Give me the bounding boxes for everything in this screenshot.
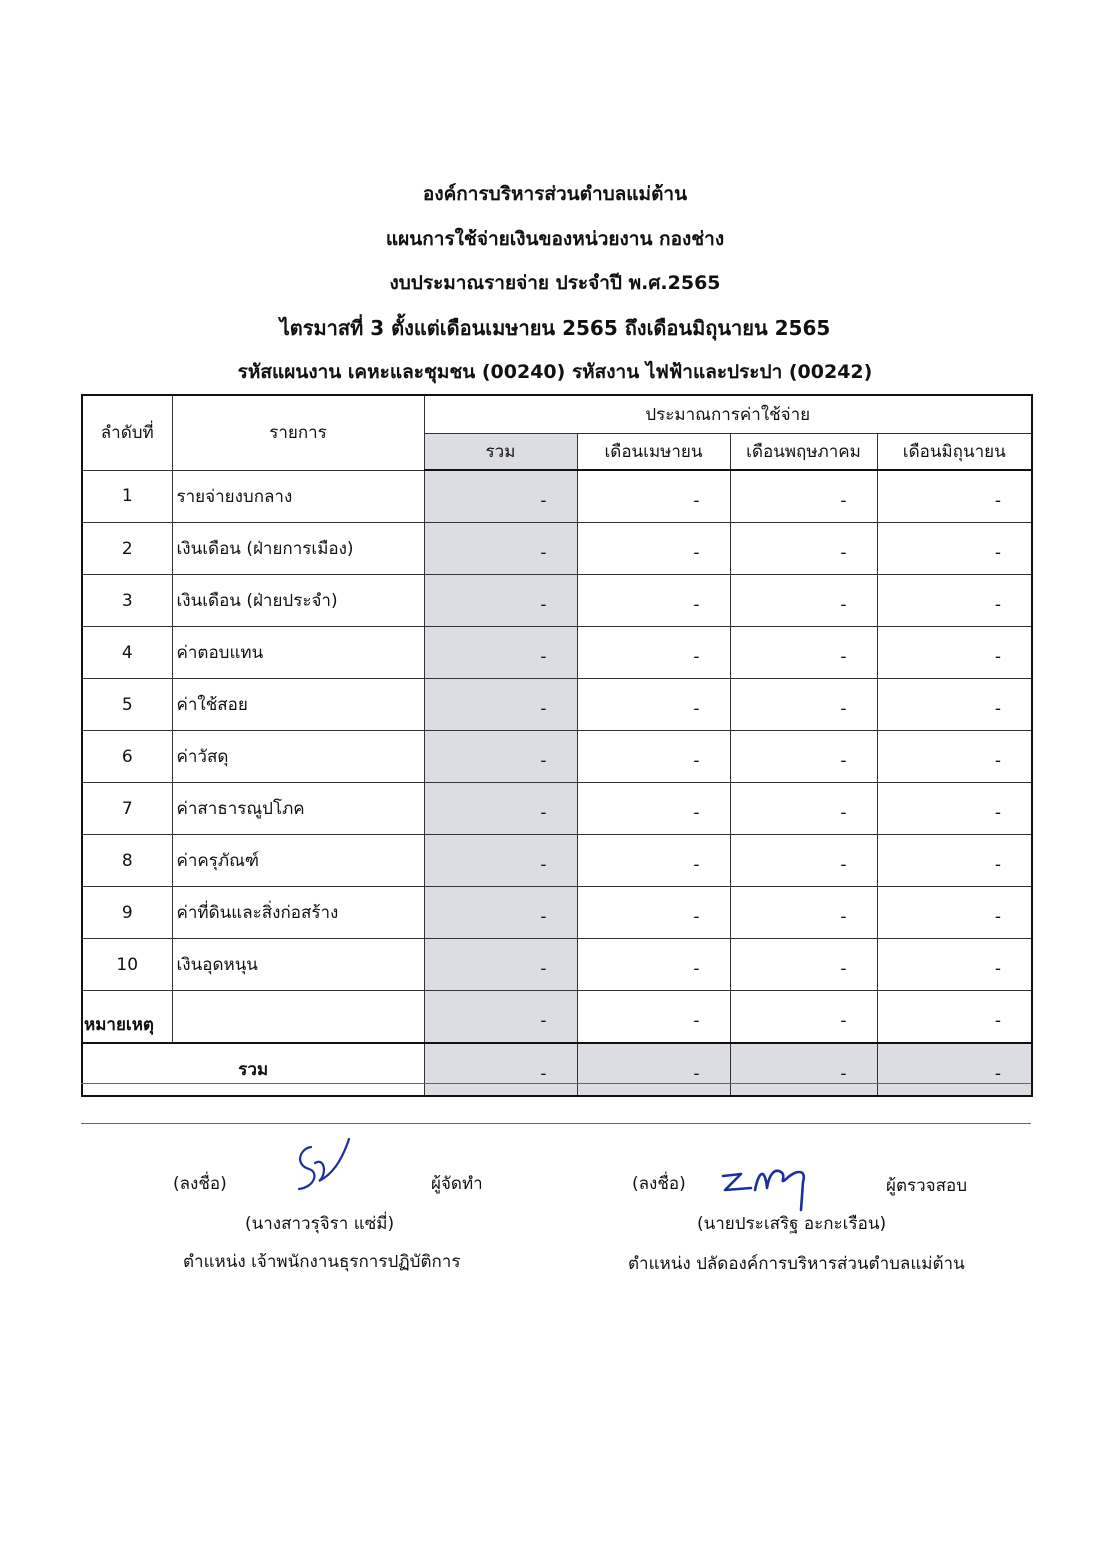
- row-number: 5: [82, 679, 172, 731]
- row-may: -: [730, 575, 877, 627]
- row-april: -: [577, 575, 730, 627]
- table-row: [82, 887, 1032, 939]
- row-total: -: [424, 679, 577, 731]
- budget-rows: [82, 470, 1032, 1043]
- left-role: ผู้จัดทำ: [431, 1174, 483, 1194]
- row-number: 10: [82, 939, 172, 991]
- row-item: ค่าที่ดินและสิ่งก่อสร้าง: [172, 887, 424, 939]
- header-june: เดือนมิถุนายน: [877, 433, 1032, 470]
- row-june: -: [877, 627, 1032, 679]
- table-row: [82, 575, 1032, 627]
- row-total: -: [424, 470, 577, 523]
- table-row: [82, 991, 1032, 1044]
- row-total: -: [424, 887, 577, 939]
- row-june: -: [877, 523, 1032, 575]
- row-number: 2: [82, 523, 172, 575]
- plan-title: แผนการใช้จ่ายเงินของหน่วยงาน กองช่าง: [385, 227, 725, 250]
- table-row: [82, 523, 1032, 575]
- row-june: -: [877, 991, 1032, 1044]
- row-total: -: [424, 575, 577, 627]
- left-name: (นางสาวรุจิรา แซ่มี่): [245, 1214, 395, 1234]
- row-item: เงินเดือน (ฝ่ายประจำ): [172, 575, 424, 627]
- row-item: ค่าสาธารณูปโภค: [172, 783, 424, 835]
- row-may: -: [730, 783, 877, 835]
- table-row: [82, 731, 1032, 783]
- header-april: เดือนเมษายน: [577, 433, 730, 470]
- table-row: [82, 835, 1032, 887]
- row-number: 8: [82, 835, 172, 887]
- row-total: -: [424, 783, 577, 835]
- right-sign-prefix: (ลงชื่อ): [632, 1174, 686, 1194]
- header-may: เดือนพฤษภาคม: [730, 433, 877, 470]
- row-number: 4: [82, 627, 172, 679]
- row-may: -: [730, 627, 877, 679]
- row-june: -: [877, 731, 1032, 783]
- remark-line-1: [81, 1083, 1031, 1084]
- right-position: ตำแหน่ง ปลัดองค์การบริหารส่วนตำบลแม่ต้าน: [628, 1254, 965, 1274]
- total-june: -: [877, 1043, 1032, 1096]
- row-total: -: [424, 523, 577, 575]
- budget-table: [81, 394, 1033, 1097]
- row-april: -: [577, 991, 730, 1044]
- row-june: -: [877, 679, 1032, 731]
- right-role: ผู้ตรวจสอบ: [886, 1176, 968, 1196]
- row-may: -: [730, 991, 877, 1044]
- right-name: (นายประเสริฐ อะกะเรือน): [697, 1214, 887, 1234]
- row-april: -: [577, 887, 730, 939]
- table-row: [82, 627, 1032, 679]
- row-may: -: [730, 887, 877, 939]
- total-label: รวม: [82, 1043, 424, 1096]
- total-may: -: [730, 1043, 877, 1096]
- header-item: รายการ: [172, 395, 424, 470]
- row-april: -: [577, 627, 730, 679]
- header-seq: ลำดับที่: [82, 395, 172, 470]
- plan-codes: รหัสแผนงาน เคหะและชุมชน (00240) รหัสงาน ไฟฟ้าและประปา (00242): [237, 361, 873, 383]
- row-april: -: [577, 731, 730, 783]
- left-position: ตำแหน่ง เจ้าพนักงานธุรการปฏิบัติการ: [183, 1252, 461, 1272]
- row-total: -: [424, 991, 577, 1044]
- row-april: -: [577, 679, 730, 731]
- row-item: [172, 991, 424, 1044]
- row-may: -: [730, 470, 877, 523]
- total-row: [82, 1043, 1032, 1096]
- row-number: 9: [82, 887, 172, 939]
- row-item: ค่าใช้สอย: [172, 679, 424, 731]
- table-row: [82, 470, 1032, 523]
- org-name: องค์การบริหารส่วนตำบลแม่ต้าน: [422, 183, 688, 205]
- total-sum: -: [424, 1043, 577, 1096]
- row-may: -: [730, 939, 877, 991]
- row-april: -: [577, 835, 730, 887]
- budget-year: งบประมาณรายจ่าย ประจำปี พ.ศ.2565: [389, 272, 721, 294]
- quarter-period: ไตรมาสที่ 3 ตั้งแต่เดือนเมษายน 2565 ถึงเดือนมิถุนายน 2565: [279, 315, 831, 340]
- row-may: -: [730, 679, 877, 731]
- row-may: -: [730, 835, 877, 887]
- row-item: รายจ่ายงบกลาง: [172, 470, 424, 523]
- row-item: เงินอุดหนุน: [172, 939, 424, 991]
- row-june: -: [877, 575, 1032, 627]
- row-number: 7: [82, 783, 172, 835]
- row-june: -: [877, 939, 1032, 991]
- table-row: [82, 679, 1032, 731]
- header-estimate-group: ประมาณการค่าใช้จ่าย: [424, 395, 1032, 433]
- row-item: ค่าวัสดุ: [172, 731, 424, 783]
- row-item: ค่าตอบแทน: [172, 627, 424, 679]
- row-number: 3: [82, 575, 172, 627]
- row-may: -: [730, 523, 877, 575]
- row-april: -: [577, 523, 730, 575]
- row-june: -: [877, 835, 1032, 887]
- row-number: 6: [82, 731, 172, 783]
- row-may: -: [730, 731, 877, 783]
- row-june: -: [877, 783, 1032, 835]
- row-april: -: [577, 939, 730, 991]
- row-item: ค่าครุภัณฑ์: [172, 835, 424, 887]
- row-june: -: [877, 470, 1032, 523]
- total-april: -: [577, 1043, 730, 1096]
- row-total: -: [424, 835, 577, 887]
- remark-line-2: [81, 1123, 1031, 1124]
- remark-label: หมายเหตุ: [84, 1015, 154, 1035]
- header-total: รวม: [424, 433, 577, 470]
- row-april: -: [577, 470, 730, 523]
- row-total: -: [424, 627, 577, 679]
- table-row: [82, 939, 1032, 991]
- left-signature-image: [285, 1135, 360, 1210]
- document-header: [0, 172, 1100, 395]
- table-row: [82, 783, 1032, 835]
- row-june: -: [877, 887, 1032, 939]
- row-april: -: [577, 783, 730, 835]
- row-item: เงินเดือน (ฝ่ายการเมือง): [172, 523, 424, 575]
- row-total: -: [424, 939, 577, 991]
- row-total: -: [424, 731, 577, 783]
- left-sign-prefix: (ลงชื่อ): [173, 1174, 227, 1194]
- row-number: 1: [82, 470, 172, 523]
